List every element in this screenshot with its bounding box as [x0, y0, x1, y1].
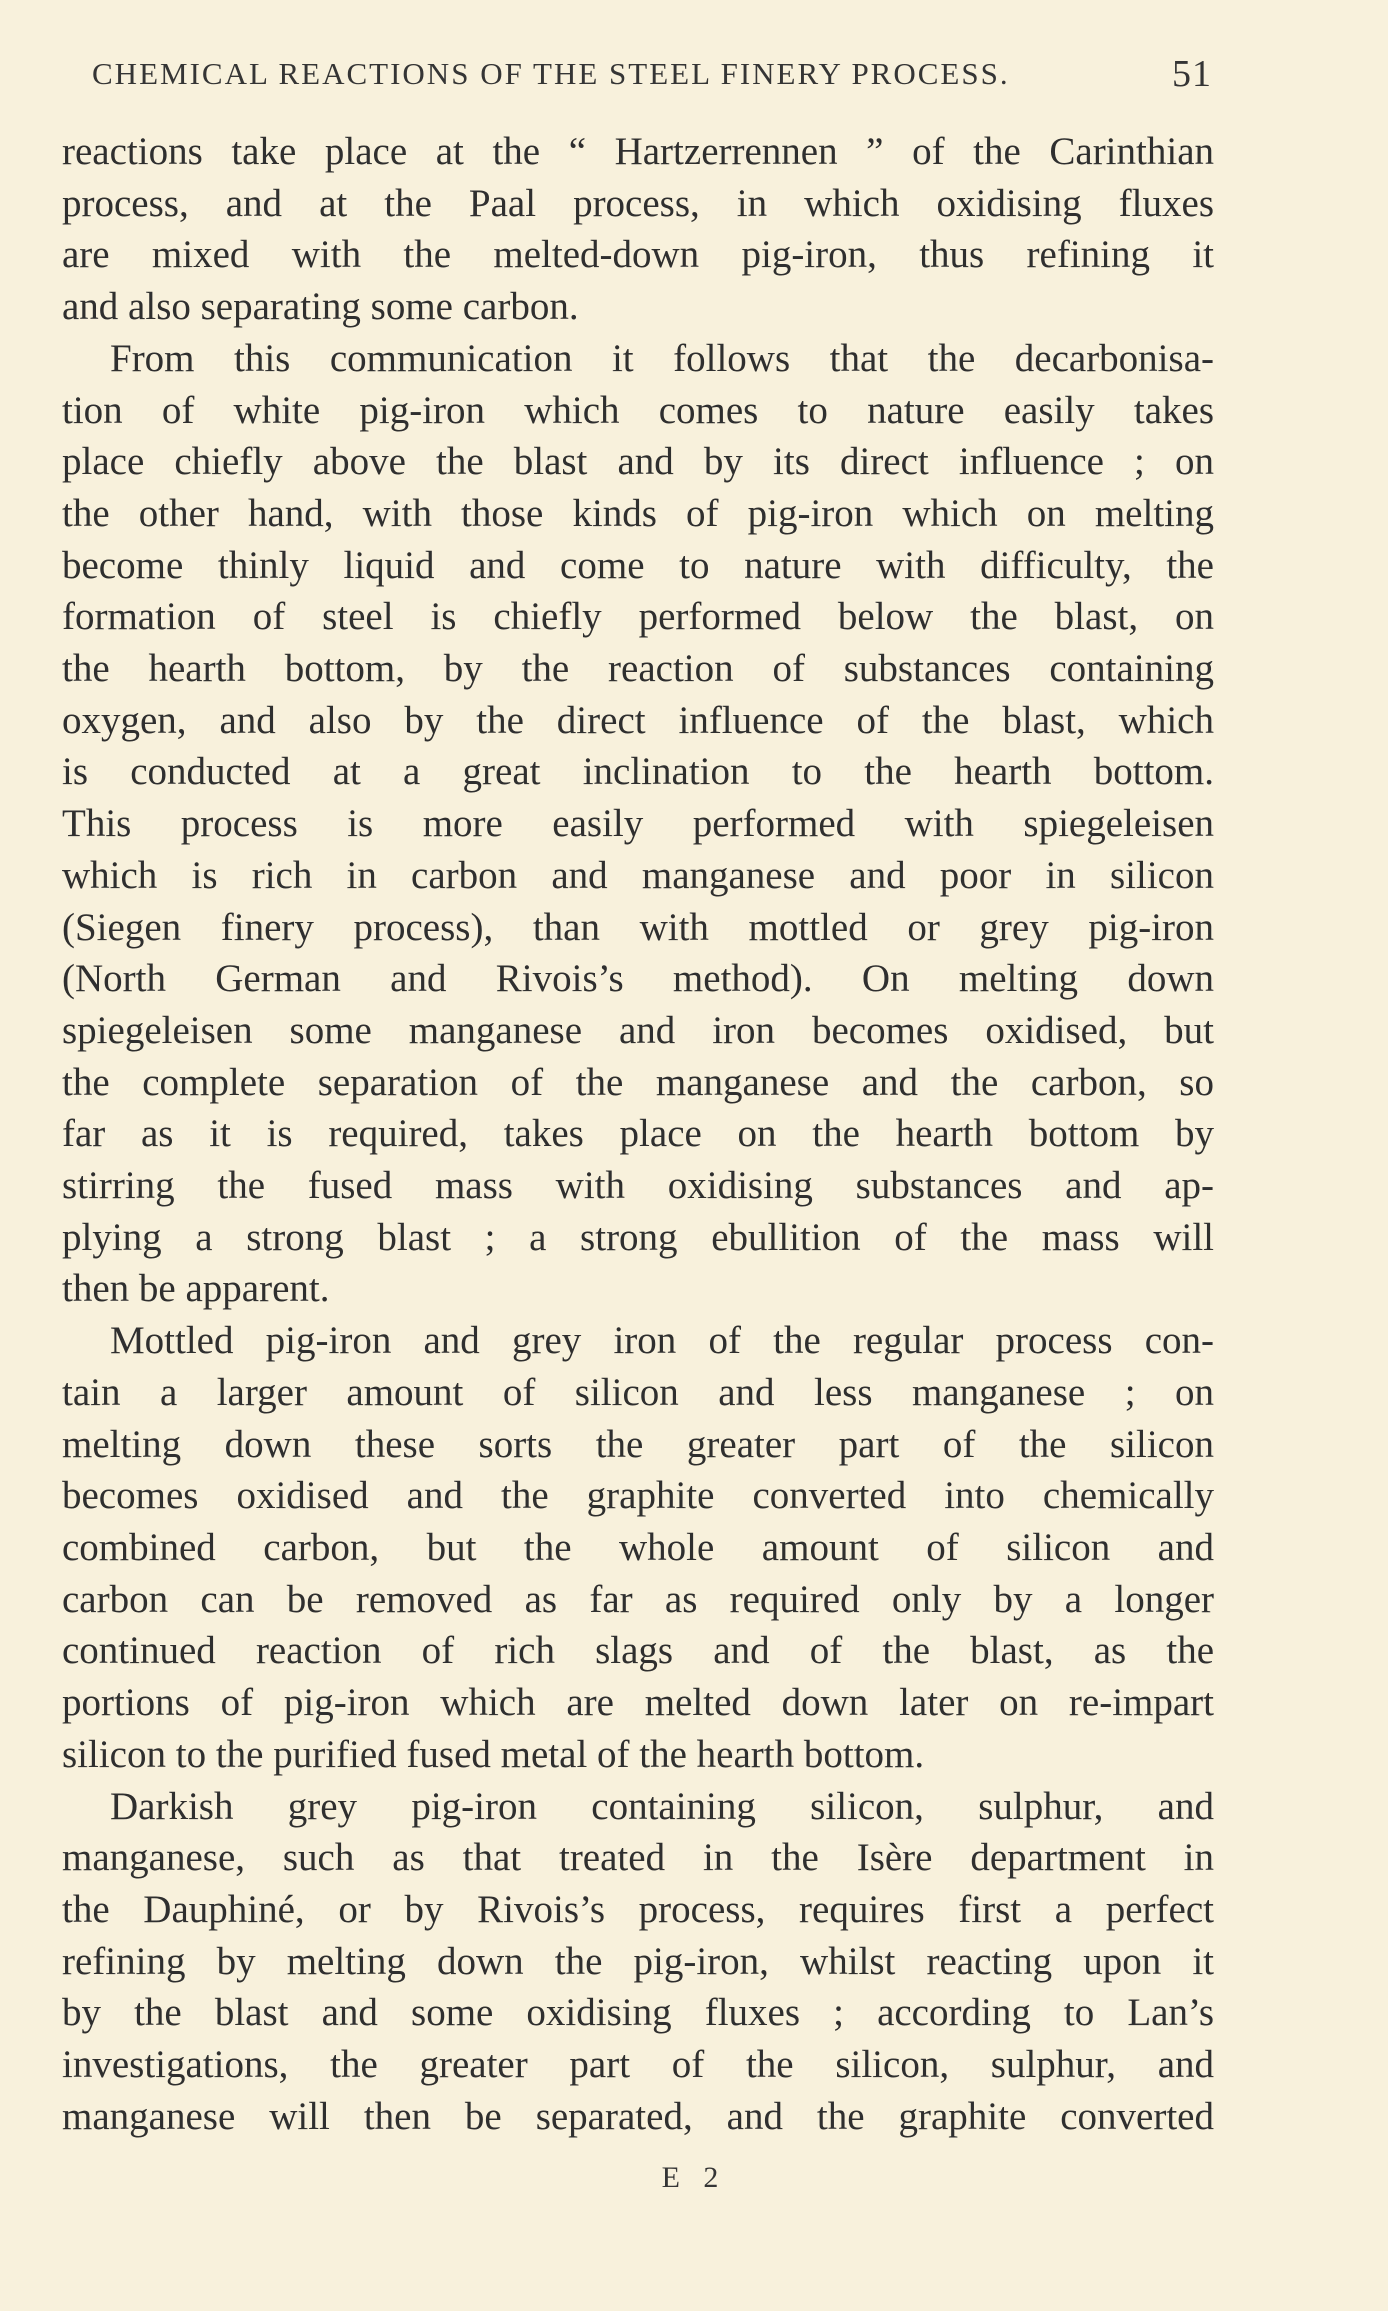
text-line: place chiefly above the blast and by its direct influence ; on	[62, 440, 1214, 484]
text-line: carbon can be removed as far as required only by a longer	[62, 1577, 1214, 1621]
text-line: melting down these sorts the greater part of the silicon	[62, 1422, 1214, 1466]
text-line: become thinly liquid and come to nature with difficulty, the	[62, 543, 1214, 587]
text-line: refining by melting down the pig-iron, whilst reacting upon it	[62, 1939, 1214, 1983]
text-line: stirring the fused mass with oxidising substances and ap-	[62, 1164, 1214, 1208]
text-line: are mixed with the melted-down pig-iron, thus refining it	[62, 233, 1214, 277]
text-line: reactions take place at the “ Hartzerrennen ” of the Carinthian	[62, 130, 1214, 173]
text-line: and also separating some carbon.	[62, 285, 579, 329]
text-line: combined carbon, but the whole amount of silicon and	[62, 1525, 1214, 1569]
text-line: formation of steel is chiefly performed below the blast, on	[62, 595, 1214, 639]
text-line: From this communication it follows that the decarbonisa-	[110, 336, 1214, 380]
running-title: CHEMICAL REACTIONS OF THE STEEL FINERY PROCESS.	[92, 56, 1010, 91]
text-line: (North German and Rivois’s method). On melting down	[62, 957, 1214, 1001]
text-line: portions of pig-iron which are melted down later on re-impart	[62, 1681, 1214, 1725]
text-line: the hearth bottom, by the reaction of substances containing	[62, 647, 1214, 691]
text-line: the complete separation of the manganese and the carbon, so	[62, 1060, 1214, 1104]
text-line: tion of white pig-iron which comes to nature easily takes	[62, 388, 1214, 432]
text-line: spiegeleisen some manganese and iron becomes oxidised, but	[62, 1008, 1214, 1052]
text-line: manganese will then be separated, and the graphite converted	[62, 2094, 1214, 2138]
paragraph	[62, 126, 1214, 333]
text-line: is conducted at a great inclination to the hearth bottom.	[62, 750, 1214, 794]
page-number: 51	[1172, 53, 1212, 95]
text-line: then be apparent.	[62, 1267, 330, 1311]
text-line: tain a larger amount of silicon and less manganese ; on	[62, 1370, 1214, 1414]
text-line: (Siegen finery process), than with mottled or grey pig-iron	[62, 905, 1214, 949]
paragraph	[62, 1315, 1214, 1780]
text-line: manganese, such as that treated in the Isère department in	[62, 1836, 1214, 1880]
text-line: which is rich in carbon and manganese and poor in silicon	[62, 853, 1214, 897]
text-line: plying a strong blast ; a strong ebullition of the mass will	[62, 1215, 1214, 1259]
text-line: This process is more easily performed with spiegeleisen	[62, 802, 1214, 846]
text-line: Darkish grey pig-iron containing silicon, sulphur, and	[110, 1784, 1214, 1828]
text-line: silicon to the purified fused metal of the hearth bottom.	[62, 1732, 925, 1776]
text-line: the Dauphiné, or by Rivois’s process, requires first a perfect	[62, 1887, 1214, 1931]
text-line: becomes oxidised and the graphite converted into chemically	[62, 1474, 1214, 1518]
text-line: continued reaction of rich slags and of the blast, as the	[62, 1629, 1214, 1673]
text-line: investigations, the greater part of the silicon, sulphur, and	[62, 2043, 1214, 2087]
paragraph	[62, 1781, 1214, 2143]
text-line: Mottled pig-iron and grey iron of the regular process con-	[110, 1319, 1214, 1363]
text-line: oxygen, and also by the direct influence of the blast, which	[62, 698, 1214, 742]
text-line: the other hand, with those kinds of pig-iron which on melting	[62, 491, 1214, 535]
paragraph	[62, 333, 1214, 1315]
text-line: process, and at the Paal process, in which oxidising fluxes	[62, 181, 1214, 225]
running-head	[92, 52, 1212, 102]
signature-mark: E 2	[661, 2161, 727, 2194]
text-line: far as it is required, takes place on the hearth bottom by	[62, 1112, 1214, 1156]
text-line: by the blast and some oxidising fluxes ; according to Lan’s	[62, 1991, 1214, 2035]
body-text	[62, 126, 1214, 2142]
